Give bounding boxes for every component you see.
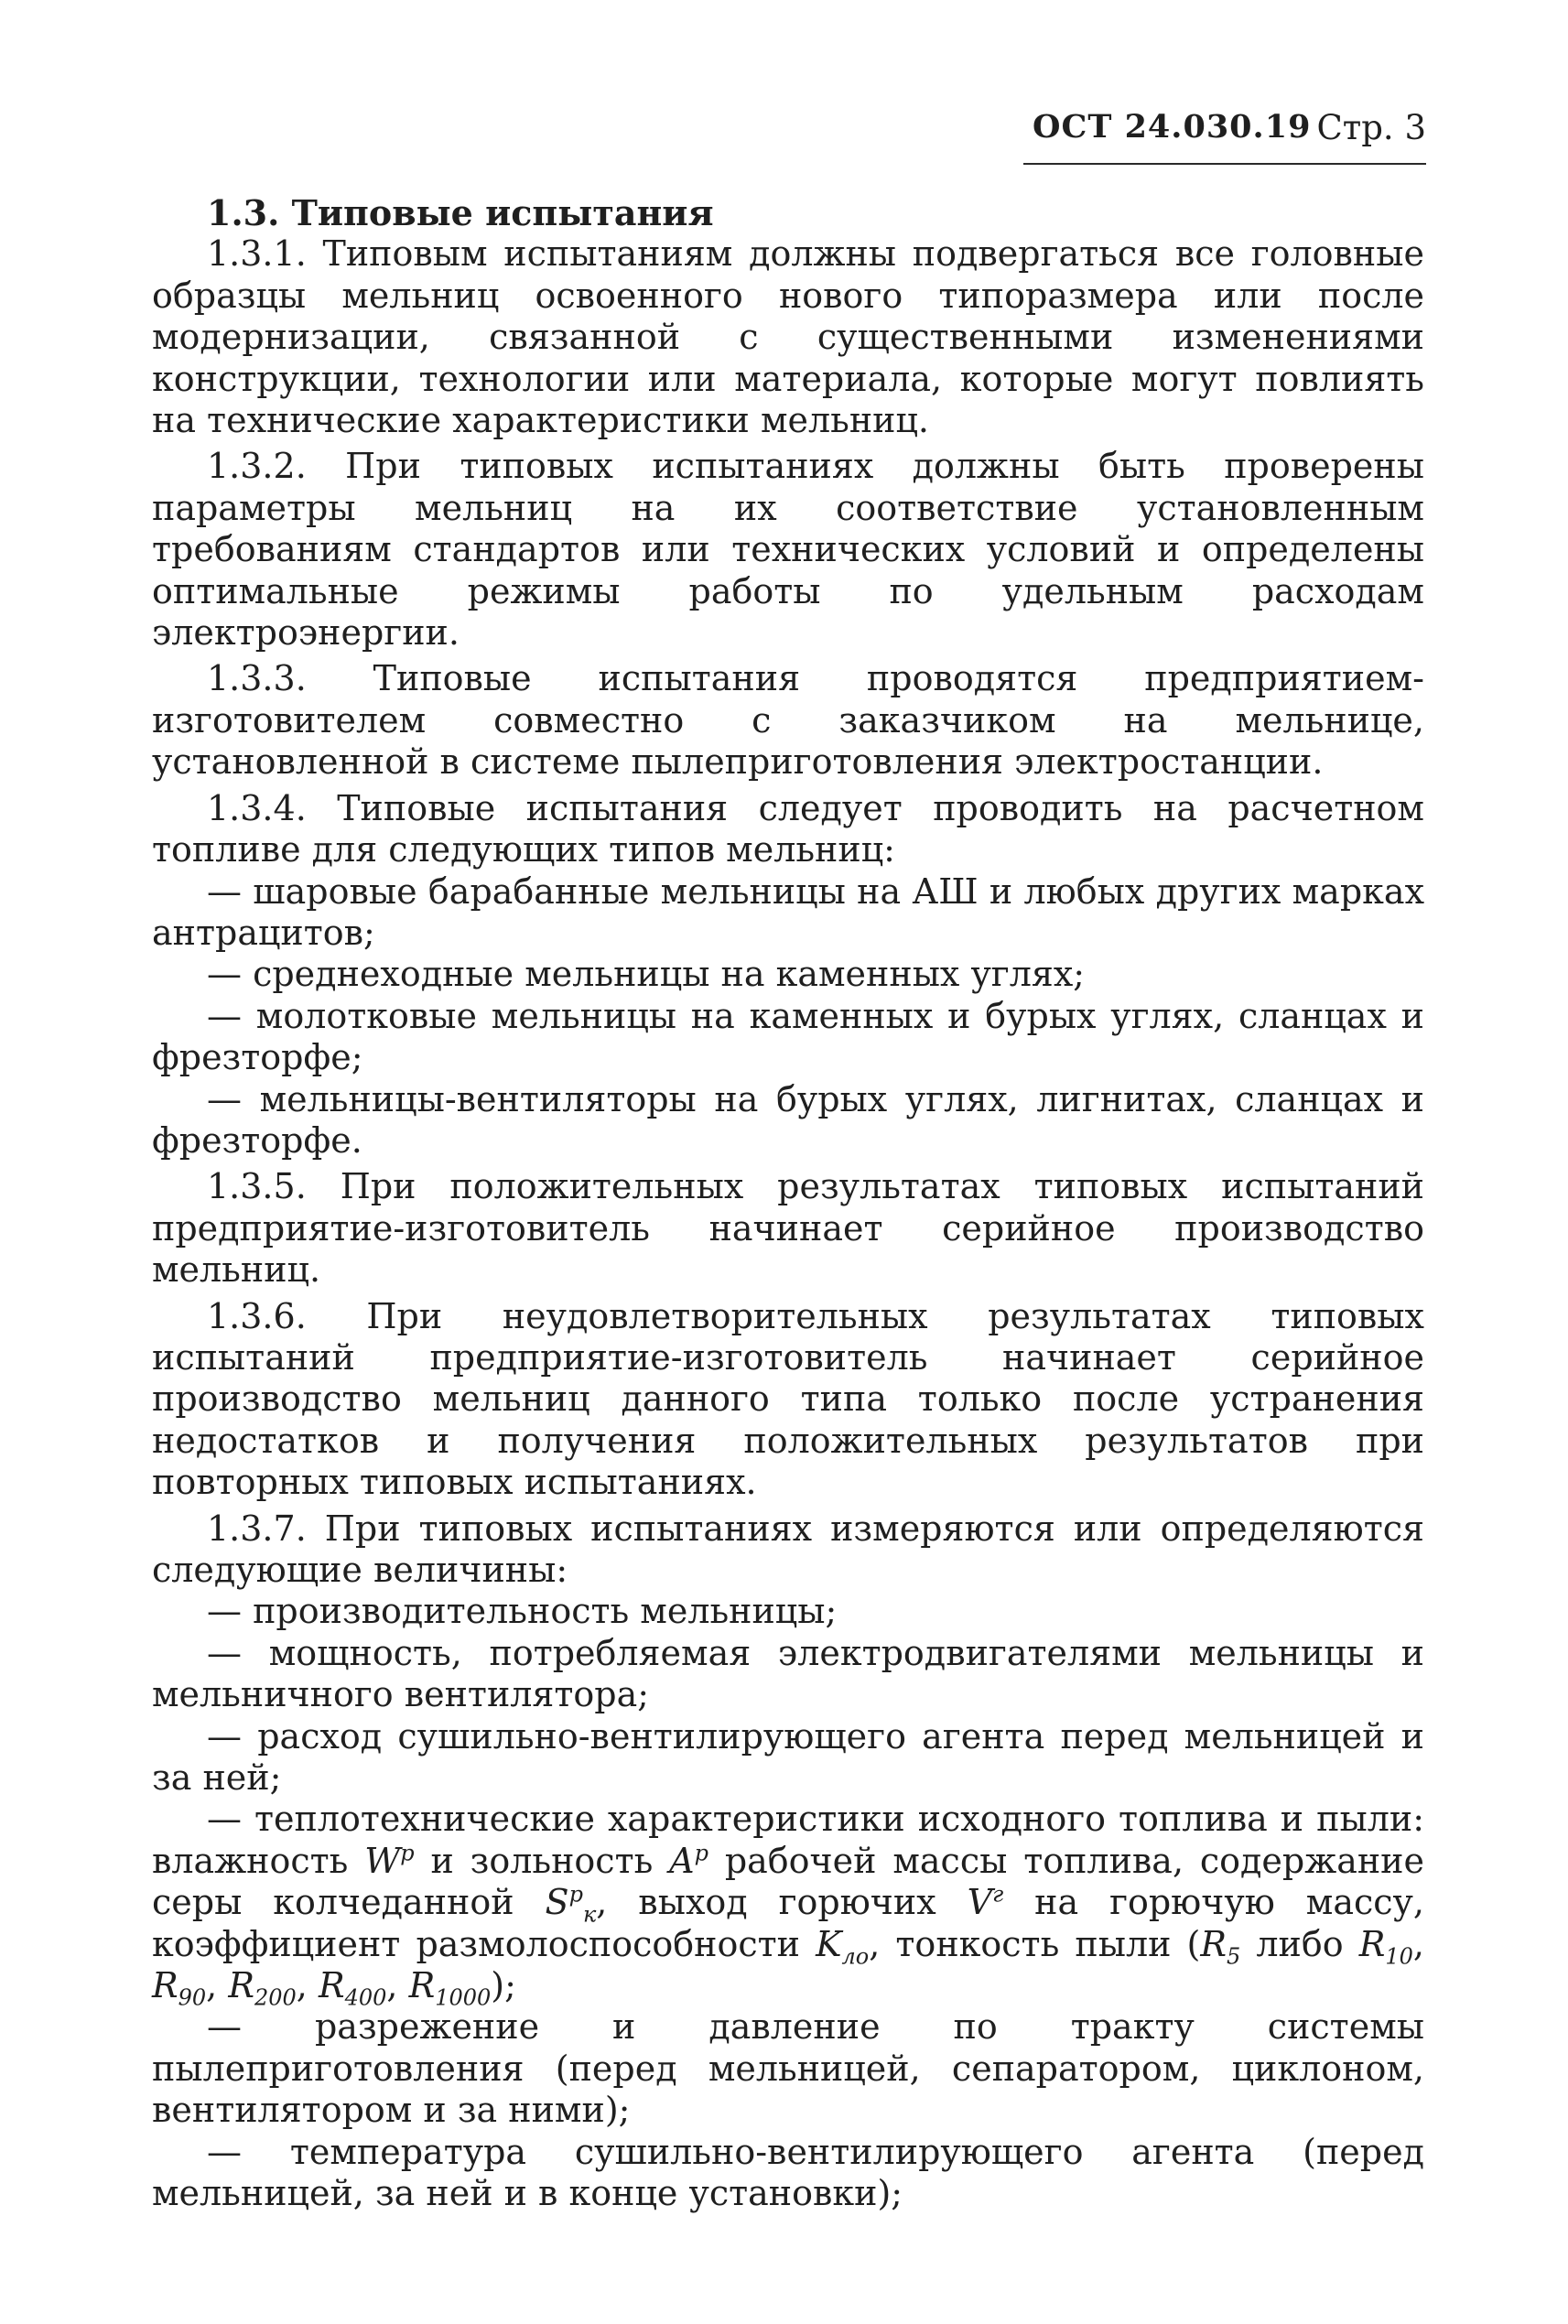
paragraph-1-3-5: 1.3.5. При положительных результатах типовых испытаний предприятие-изготовитель начинает серийное производство мельниц.: [152, 1166, 1424, 1291]
symbol-r5: $R_5$: [1200, 1923, 1241, 1970]
paragraph-1-3-2: 1.3.2. При типовых испытаниях должны быть проверены параметры мельниц на их соответствие установленным требованиям стандартов или технических условий и определены оптимальные режимы работы по удельным расходам электроэнергии.: [152, 446, 1424, 654]
list-item-mill-capacity: — производительность мельницы;: [207, 1591, 838, 1632]
list-item-medium-speed-mills: — среднеходные мельницы на каменных углях;: [207, 954, 1086, 995]
paragraph-1-3-3: 1.3.3. Типовые испытания проводятся предприятием-изготовителем совместно с заказчиком на мельнице, установленной в системе пылеприготовления электростанции.: [152, 658, 1424, 783]
list-item-agent-flow: — расход сушильно-вентилирующего агента перед мельницей и за ней;: [152, 1715, 1424, 1799]
symbol-r400: $R_{400}$: [318, 1965, 387, 2011]
list-item-temperature: — температура сушильно-вентилирующего агента (перед мельницей, за ней и в конце установки);: [152, 2131, 1424, 2214]
list-item-ball-mills: — шаровые барабанные мельницы на АШ и любых других марках антрацитов;: [152, 870, 1424, 953]
symbol-pyrite-sulfur: $S^р_к$: [545, 1881, 597, 1928]
symbol-r1000: $R_{1000}$: [408, 1965, 492, 2011]
symbol-ash: $A^р$: [669, 1840, 708, 1881]
thermo-text: рабочей массы топлива, содержание серы колчеданной: [152, 1840, 1424, 1923]
symbol-r90: $R_{90}$: [152, 1965, 207, 2011]
thermo-text: , выход горючих: [596, 1882, 968, 1923]
list-item-motor-power: — мощность, потребляемая электродвигателями мельницы и мельничного вентилятора;: [152, 1632, 1424, 1715]
thermo-text: либо: [1240, 1923, 1359, 1964]
thermo-text: — теплотехнические характеристики исходного топлива и пыли: влажность: [152, 1799, 1424, 1881]
paragraph-1-3-4: 1.3.4. Типовые испытания следует проводить на расчетном топливе для следующих типов мельниц:: [152, 787, 1424, 870]
thermo-text: , тонкость пыли (: [869, 1923, 1201, 1964]
list-item-thermal-characteristics: [152, 1799, 1425, 2011]
thermo-text: и зольность: [414, 1840, 670, 1881]
thermo-text: на горючую массу, коэффициент размолоспособности: [152, 1882, 1424, 1964]
symbol-volatiles: $V^г$: [967, 1881, 1004, 1923]
thermo-text: ,: [386, 1965, 409, 2006]
thermo-text: ,: [296, 1965, 319, 2006]
section-title: 1.3. Типовые испытания: [207, 192, 714, 233]
page-header: [1023, 101, 1426, 165]
page-number: Стр. 3: [1316, 108, 1426, 147]
symbol-grindability: $K_{ло}$: [816, 1923, 870, 1970]
list-item-hammer-mills: — молотковые мельницы на каменных и бурых углях, сланцах и фрезторфе;: [152, 995, 1424, 1078]
list-item-pressure: — разрежение и давление по тракту системы пылеприготовления (перед мельницей, сепаратором, циклоном, вентилятором и за ними);: [152, 2006, 1424, 2131]
symbol-r200: $R_{200}$: [228, 1965, 297, 2011]
thermo-text: ,: [206, 1965, 229, 2006]
thermo-text: ,: [1412, 1923, 1425, 1964]
paragraph-1-3-1: 1.3.1. Типовым испытаниям должны подвергаться все головные образцы мельниц освоенного нового типоразмера или после модернизации, связанной с существенными изменениями конструкции, технологии или материала, которые могут повлиять на технические характеристики мельниц.: [152, 233, 1424, 441]
thermo-text: );: [491, 1965, 516, 2006]
paragraph-1-3-7: 1.3.7. При типовых испытаниях измеряются или определяются следующие величины:: [152, 1508, 1424, 1590]
paragraph-1-3-6: 1.3.6. При неудовлетворительных результатах типовых испытаний предприятие-изготовитель начинает серийное производство мельниц данного типа только после устранения недостатков и получения положительных результатов при повторных типовых испытаниях.: [152, 1295, 1424, 1503]
symbol-moisture: $W^р$: [364, 1840, 415, 1881]
document-body: [152, 192, 1424, 2215]
list-item-fan-mills: — мельницы-вентиляторы на бурых углях, лигнитах, сланцах и фрезторфе.: [152, 1078, 1424, 1161]
document-code: ОСТ 24.030.19: [1033, 108, 1312, 146]
symbol-r10: $R_{10}$: [1358, 1923, 1413, 1970]
